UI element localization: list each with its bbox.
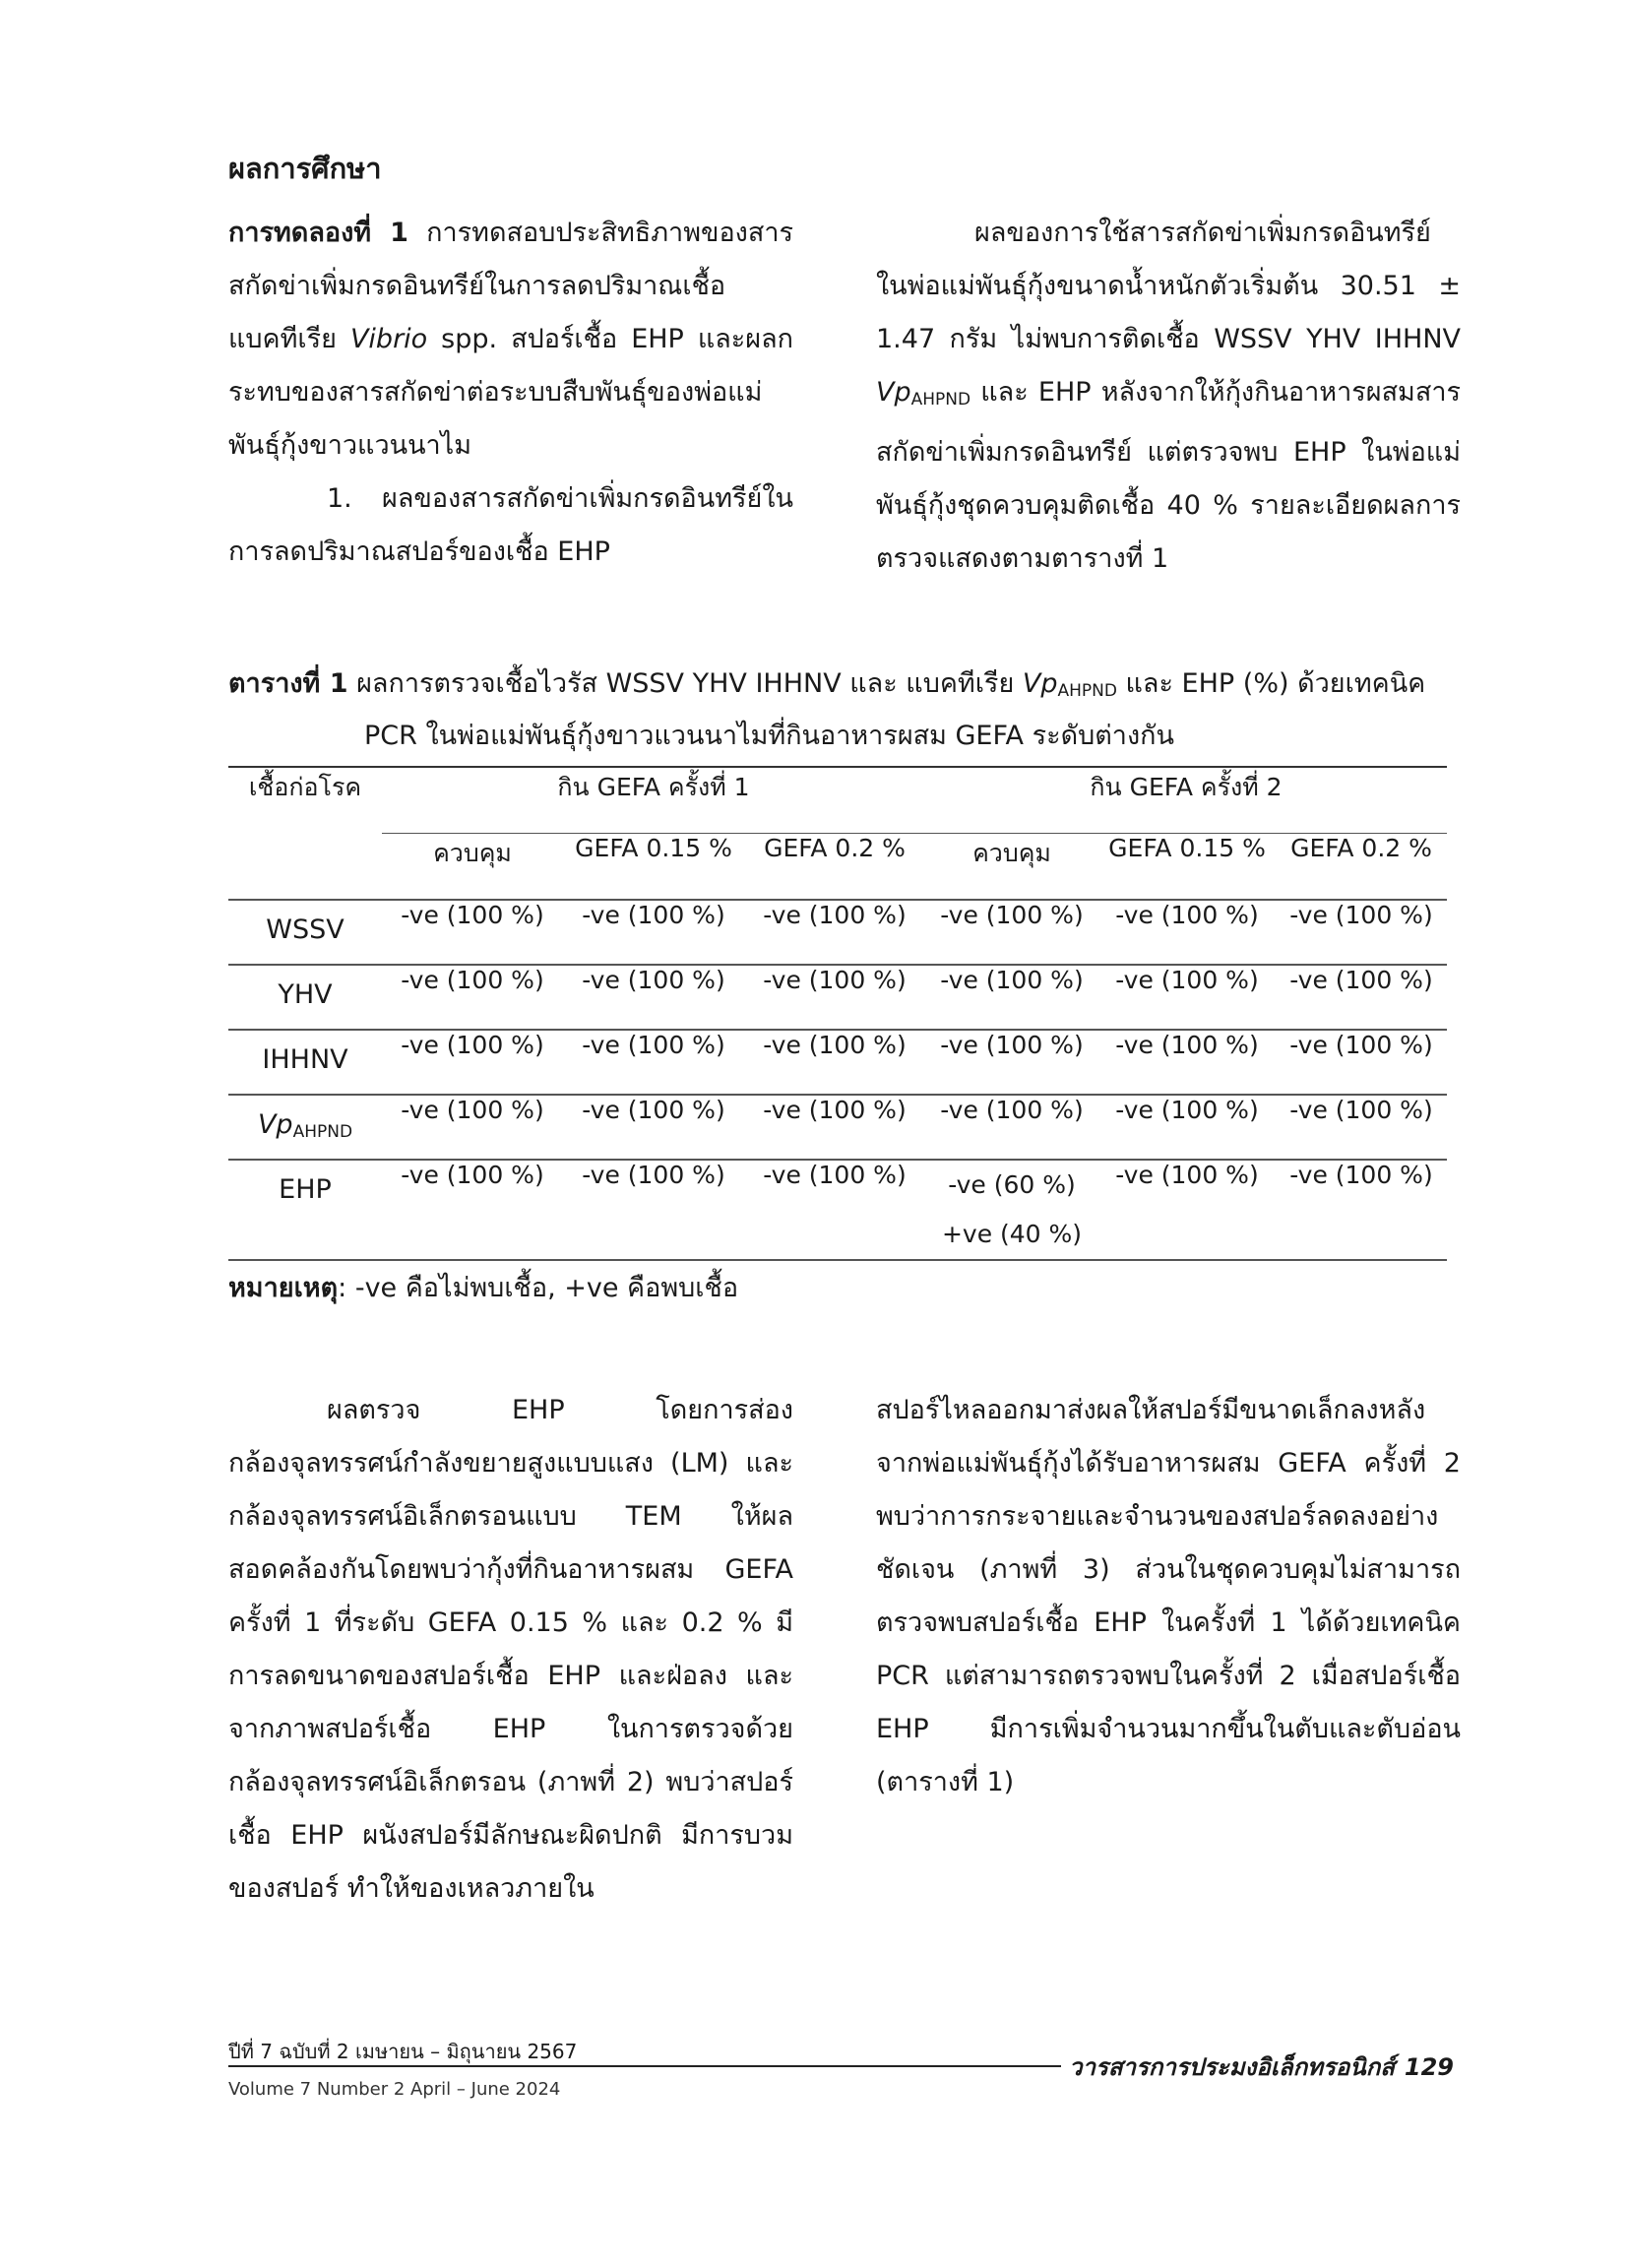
discussion-paragraph-left: ผลตรวจ EHP โดยการส่องกล้องจุลทรรศน์กำลังขยายสูงแบบแสง (LM) และกล้องจุลทรรศน์อิเล็กตรอนแบบ TEM ให้ผลสอดคล้องกันโดยพบว่ากุ้งที่กินอาหารผสม GEFA ครั้งที่ 1 ที่ระดับ GEFA 0.15 % และ 0.2 % มีการลดขนาดของสปอร์เชื้อ EHP และฝ่อลง และจากภาพสปอร์เชื้อ EHP ในการตรวจด้วยกล้องจุลทรรศน์อิเล็กตรอน (ภาพที่ 2) พบว่าสปอร์เชื้อ EHP ผนังสปอร์มีลักษณะผิดปกติ มีการบวมของสปอร์ ทำให้ของเหลวภายใน	[228, 1395, 793, 1904]
vp-subscript: AHPND	[910, 390, 971, 410]
vp-term: Vp	[876, 377, 911, 408]
left-column-bottom	[228, 1384, 793, 1916]
table-cell: -ve (100 %)	[382, 965, 563, 1030]
table-cell: -ve (100 %)	[1276, 1030, 1447, 1095]
footer-issue-en: Volume 7 Number 2 April – June 2024	[228, 2079, 561, 2100]
row-pathogen: YHV	[228, 965, 382, 1030]
table-cell: -ve (100 %)	[563, 1160, 744, 1260]
subheader-cell: GEFA 0.2 %	[1276, 834, 1447, 901]
table-cell: -ve (100 %)	[1098, 1030, 1276, 1095]
row-pathogen	[228, 1095, 382, 1160]
header-group-1: กิน GEFA ครั้งที่ 1	[382, 767, 925, 834]
experiment-label: การทดลองที่ 1	[228, 218, 408, 248]
header-group-2: กิน GEFA ครั้งที่ 2	[925, 767, 1447, 834]
experiment-paragraph	[228, 207, 793, 472]
table-cell: -ve (100 %)	[1098, 900, 1276, 965]
subheader-cell: GEFA 0.15 %	[1098, 834, 1276, 901]
table-cell: -ve (100 %)	[744, 1030, 925, 1095]
table-cell: -ve (100 %)	[925, 965, 1098, 1030]
table-cell: -ve (100 %)	[382, 900, 563, 965]
table-cell: -ve (100 %)	[925, 1030, 1098, 1095]
table-cell: -ve (100 %)	[744, 965, 925, 1030]
table-cell: -ve (100 %)	[744, 900, 925, 965]
table-cell: -ve (100 %)	[382, 1030, 563, 1095]
vibrio-term: Vibrio	[349, 324, 428, 354]
subheader-cell: ควบคุม	[382, 834, 563, 901]
experiment-text-2: spp. สปอร์เชื้อ EHP และผลกระทบของสารสกัดข่าต่อระบบสืบพันธุ์ของพ่อแม่พันธุ์กุ้งขาวแวนนาไม	[228, 324, 793, 461]
table-cell: -ve (100 %)	[1098, 1160, 1276, 1260]
caption-vp-sub: AHPND	[1057, 681, 1117, 701]
table-cell: -ve (100 %)	[563, 900, 744, 965]
caption-text-2: และ EHP (%) ด้วยเทคนิค	[1116, 668, 1426, 699]
left-column-top	[228, 207, 793, 579]
note-text: : -ve คือไม่พบเชื้อ, +ve คือพบเชื้อ	[338, 1273, 739, 1303]
row-pathogen: IHHNV	[228, 1030, 382, 1095]
subheader-cell: GEFA 0.2 %	[744, 834, 925, 901]
caption-line-1	[228, 662, 1459, 714]
table-cell: -ve (100 %)	[1276, 1160, 1447, 1260]
footer-journal	[1069, 2048, 1454, 2086]
discussion-paragraph-right: สปอร์ไหลออกมาส่งผลให้สปอร์มีขนาดเล็กลงหลังจากพ่อแม่พันธุ์กุ้งได้รับอาหารผสม GEFA ครั้งที่ 2 พบว่าการกระจายและจำนวนของสปอร์ลดลงอย่างชัดเจน (ภาพที่ 3) ส่วนในชุดควบคุมไม่สามารถตรวจพบสปอร์เชื้อ EHP ในครั้งที่ 1 ได้ด้วยเทคนิค PCR แต่สามารถตรวจพบในครั้งที่ 2 เมื่อสปอร์เชื้อ EHP มีการเพิ่มจำนวนมากขึ้นในตับและตับอ่อน (ตารางที่ 1)	[876, 1395, 1461, 1797]
page-number: 129	[1404, 2053, 1454, 2081]
table-cell: -ve (100 %)	[925, 900, 1098, 965]
table-row	[228, 900, 1447, 965]
results-text-1: ผลของการใช้สารสกัดข่าเพิ่มกรดอินทรีย์ในพ่อแม่พันธุ์กุ้งขนาดน้ำหนักตัวเริ่มต้น 30.51 ± 1.47 กรัม ไม่พบการติดเชื้อ WSSV YHV IHHNV	[876, 218, 1461, 354]
table-cell: -ve (100 %)	[1276, 965, 1447, 1030]
table-note	[228, 1266, 738, 1308]
table-cell: -ve (100 %)	[744, 1160, 925, 1260]
table-row	[228, 1030, 1447, 1095]
results-table	[228, 766, 1447, 1261]
footer-issue-th: ปีที่ 7 ฉบับที่ 2 เมษายน – มิถุนายน 2567	[228, 2040, 578, 2063]
table-cell: -ve (100 %)	[925, 1095, 1098, 1160]
row-pathogen-name: Vp	[257, 1109, 293, 1140]
table-cell: -ve (100 %)	[563, 1095, 744, 1160]
results-paragraph	[876, 207, 1461, 586]
caption-text-1: ผลการตรวจเชื้อไวรัส WSSV YHV IHHNV และ แบคทีเรีย	[347, 668, 1023, 699]
table-cell: -ve (100 %)	[744, 1095, 925, 1160]
table-row	[228, 965, 1447, 1030]
table-row	[228, 1160, 1447, 1260]
note-label: หมายเหตุ	[228, 1273, 339, 1303]
table-cell: -ve (100 %)	[1098, 1095, 1276, 1160]
right-column-bottom	[876, 1384, 1461, 1809]
cell-line-1: -ve (60 %)	[948, 1170, 1076, 1199]
table-cell: -ve (100 %)	[563, 1030, 744, 1095]
subheader-cell: GEFA 0.15 %	[563, 834, 744, 901]
table-caption	[228, 662, 1459, 759]
footer-rule	[228, 2065, 1061, 2067]
table-cell: -ve (100 %)	[382, 1095, 563, 1160]
caption-line-2: PCR ในพ่อแม่พันธุ์กุ้งขาวแวนนาไมที่กินอาหารผสม GEFA ระดับต่างกัน	[364, 721, 1174, 751]
cell-line-2: +ve (40 %)	[941, 1220, 1083, 1248]
journal-name: วารสารการประมงอิเล็กทรอนิกส์	[1069, 2053, 1395, 2081]
caption-vp: Vp	[1022, 668, 1058, 699]
row-pathogen: EHP	[228, 1160, 382, 1260]
table-cell: -ve (100 %)	[382, 1160, 563, 1260]
subheader-cell: ควบคุม	[925, 834, 1098, 901]
table-cell: -ve (100 %)	[1098, 965, 1276, 1030]
table-cell: -ve (100 %)	[1276, 1095, 1447, 1160]
table-row	[228, 1095, 1447, 1160]
table-cell: -ve (100 %)	[1276, 900, 1447, 965]
results-text-2: และ EHP หลังจากให้กุ้งกินอาหารผสมสารสกัดข่าเพิ่มกรดอินทรีย์ แต่ตรวจพบ EHP ในพ่อแม่พันธุ์กุ้งชุดควบคุมติดเชื้อ 40 % รายละเอียดผลการตรวจแสดงตามตารางที่ 1	[876, 377, 1461, 574]
right-column-top	[876, 207, 1461, 586]
header-pathogen: เชื้อก่อโรค	[228, 767, 382, 834]
table-cell	[925, 1160, 1098, 1260]
table-cell: -ve (100 %)	[563, 965, 744, 1030]
row-pathogen: WSSV	[228, 900, 382, 965]
caption-label: ตารางที่ 1	[228, 668, 348, 699]
sub-heading: 1. ผลของสารสกัดข่าเพิ่มกรดอินทรีย์ในการลดปริมาณสปอร์ของเชื้อ EHP	[228, 483, 793, 567]
section-title: ผลการศึกษา	[228, 152, 382, 185]
experiment-text: การทดสอบประสิทธิภาพของสารสกัดข่าเพิ่มกรดอินทรีย์ในการลดปริมาณเชื้อแบคทีเรีย	[228, 218, 793, 354]
row-pathogen-sub: AHPND	[292, 1122, 353, 1142]
